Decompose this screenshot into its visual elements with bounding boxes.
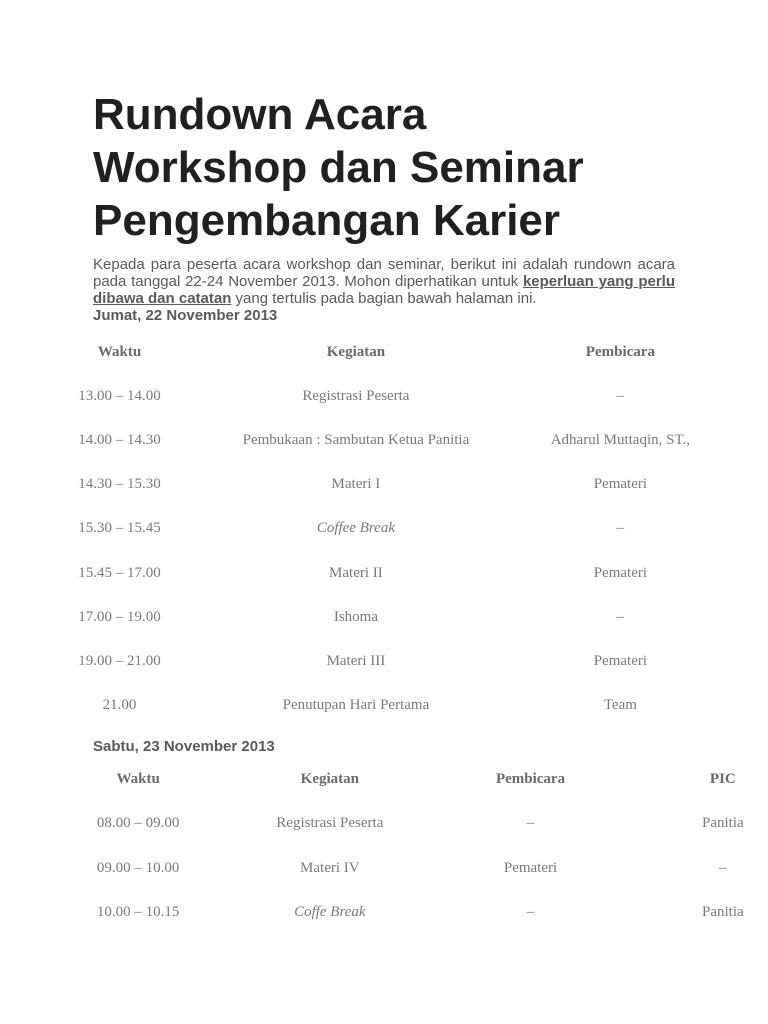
day-section-friday [78,307,768,728]
intro-text-after: yang tertulis pada bagian bawah halaman ini. [231,290,537,307]
intro-paragraph [93,256,675,307]
table-row [0,463,768,507]
column-header-kegiatan: Kegiatan [300,771,359,788]
cell-pembicara: Pemateri [593,652,648,669]
title-line-3: Pengembangan Karier [93,196,561,245]
cell-pembicara: – [526,903,535,920]
cell-waktu: 10.00 – 10.15 [96,903,180,920]
requirements-link[interactable]: keperluan yang perlu dibawa dan catatan [93,273,675,307]
schedule-table-saturday [0,758,768,935]
schedule-table-friday [0,330,768,728]
title-line-2: Workshop dan Seminar [93,143,584,192]
column-header-waktu: Waktu [97,343,142,360]
day-heading: Sabtu, 23 November 2013 [93,737,275,755]
cell-pembicara: – [616,608,625,625]
cell-kegiatan: Penutupan Hari Pertama [282,697,430,714]
cell-waktu: 13.00 – 14.00 [78,387,161,404]
cell-pembicara: – [526,815,535,832]
cell-waktu: 09.00 – 10.00 [96,859,180,876]
column-header-pembicara: Pembicara [495,771,566,788]
cell-waktu: 17.00 – 19.00 [78,608,161,625]
cell-kegiatan [276,890,383,934]
cell-pic: Panitia [702,815,744,832]
column-header-kegiatan: Kegiatan [326,343,386,360]
table-row [0,846,768,890]
cell-kegiatan [239,507,473,551]
cell-pembicara: – [616,387,625,404]
table-row [0,684,768,728]
cell-waktu: 08.00 – 09.00 [96,815,180,832]
cell-kegiatan-text: Coffe Break [294,903,366,920]
table-row [0,595,768,639]
table-row [0,802,768,846]
cell-pic: Panitia [702,903,744,920]
cell-pic: – [719,859,727,876]
table-row [0,639,768,683]
column-header-pembicara: Pembicara [585,343,655,360]
cell-waktu: 15.30 – 15.45 [78,520,161,537]
table-row [0,507,768,551]
cell-kegiatan: Registrasi Peserta [276,815,384,832]
column-header-waktu: Waktu [116,771,160,788]
cell-kegiatan: Materi I [331,476,381,493]
table-header-row [0,330,768,374]
table-row [0,418,768,462]
cell-pembicara: Pemateri [503,859,558,876]
cell-kegiatan: Ishoma [333,608,378,625]
cell-kegiatan-text: Coffee Break [316,520,395,537]
page-title [93,88,768,247]
cell-pembicara: Pemateri [593,564,648,581]
cell-kegiatan: Materi III [326,652,386,669]
cell-pembicara: Pemateri [593,476,648,493]
title-line-1: Rundown Acara [93,90,427,139]
table-header-row [0,758,768,802]
column-header-pic: PIC [709,771,736,788]
cell-kegiatan: Registrasi Peserta [302,387,410,404]
table-row [0,890,768,934]
table-row [0,374,768,418]
intro-text-before: Kepada para peserta acara workshop dan seminar, berikut ini adalah rundown acara pada tanggal 22-24 November 2013. Mohon diperhatikan untuk [93,256,675,290]
cell-waktu: 19.00 – 21.00 [78,652,161,669]
cell-waktu: 14.00 – 14.30 [78,431,161,448]
document-page [78,88,768,934]
cell-kegiatan: Pembukaan : Sambutan Ketua Panitia [242,431,470,448]
cell-waktu: 14.30 – 15.30 [78,476,161,493]
table-row [0,551,768,595]
day-section-saturday [93,738,768,935]
cell-pembicara: Team [603,697,637,714]
cell-waktu: 15.45 – 17.00 [78,564,161,581]
cell-kegiatan: Materi IV [300,859,360,876]
day-heading: Jumat, 22 November 2013 [93,307,278,324]
cell-pembicara: – [616,520,625,537]
cell-pembicara: Adharul Muttaqin, ST., [550,431,691,448]
cell-waktu: 21.00 [102,697,137,714]
cell-kegiatan: Materi II [329,564,383,581]
